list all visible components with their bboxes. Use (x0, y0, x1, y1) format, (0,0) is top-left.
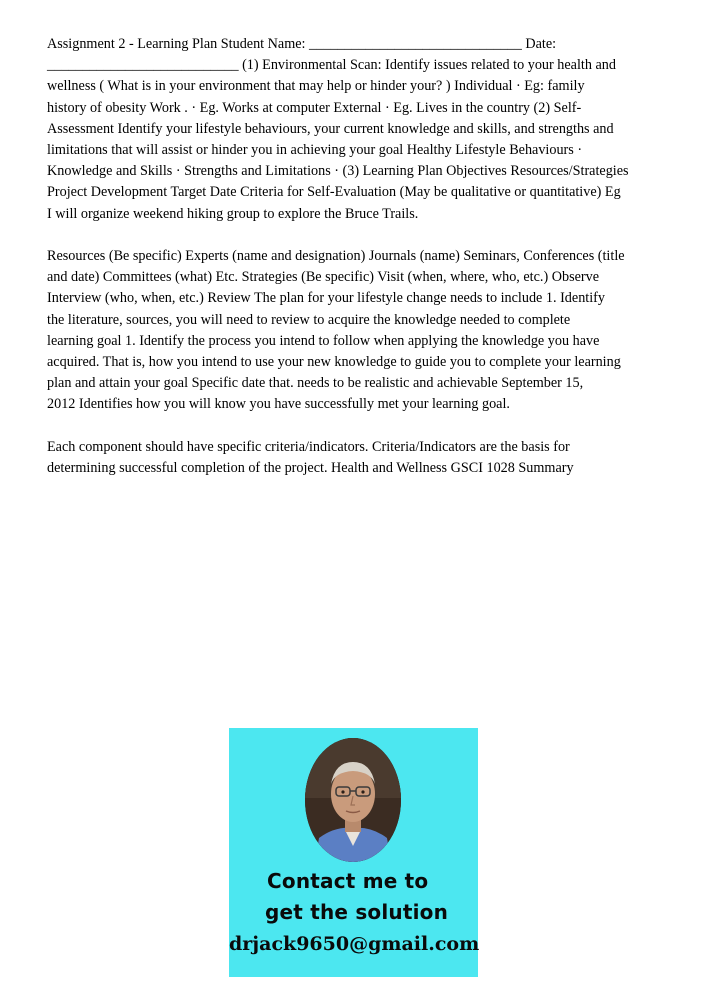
paragraph-2: Resources (Be specific) Experts (name and designation) Journals (name) Seminars, Conferences (title and date) Committees (what) Etc. Strategies (Be specific) Visit (when, where, who, etc.) Observe Interview (who, when, etc.) Review The plan for your lifestyle change needs to include 1. Identify the literature, sources, you will need to review to acquire the knowledge needed to complete learning goal 1. Identify the process you intend to follow when applying the knowledge you have acquired. That is, how you intend to use your new knowledge to guide you to complete your learning plan and attain your goal Specific date that. needs to be realistic and achievable September 15, 2012 Identifies how you will know you have successfully met your learning goal. (47, 248, 625, 413)
document-body (47, 34, 633, 500)
ad-headline-line-2: get the solution (265, 900, 449, 924)
person-portrait-icon (305, 738, 401, 862)
contact-ad-banner[interactable] (229, 728, 478, 977)
paragraph-3: Each component should have specific criteria/indicators. Criteria/Indicators are the basis for determining successful completion of the project. Health and Wellness GSCI 1028 Summary (47, 438, 574, 477)
paragraph-1: Assignment 2 - Learning Plan Student Name: ______________________________ Date: ___________________________ (1) Environmental Scan: Identify issues related to your health and wellness ( What is in your environment that may help or hinder your? ) Individual · Eg: family history of obesity Work . · Eg. Works at computer External · Eg. Lives in the country (2) Self- Assessment Identify your lifestyle behaviours, your current knowledge and skills, and strengths and limitations that will assist or hinder you in achieving your goal Healthy Lifestyle Behaviours · Knowledge and Skills · Strengths and Limitations · (3) Learning Plan Objectives Resources/Strategies Project Development Target Date Criteria for Self-Evaluation (May be qualitative or quantitative) Eg I will organize weekend hiking group to explore the Bruce Trails. (47, 36, 629, 222)
ad-headline-line-1: Contact me to (267, 869, 429, 893)
ad-contact-email[interactable]: drjack9650@gmail.com (229, 933, 480, 955)
